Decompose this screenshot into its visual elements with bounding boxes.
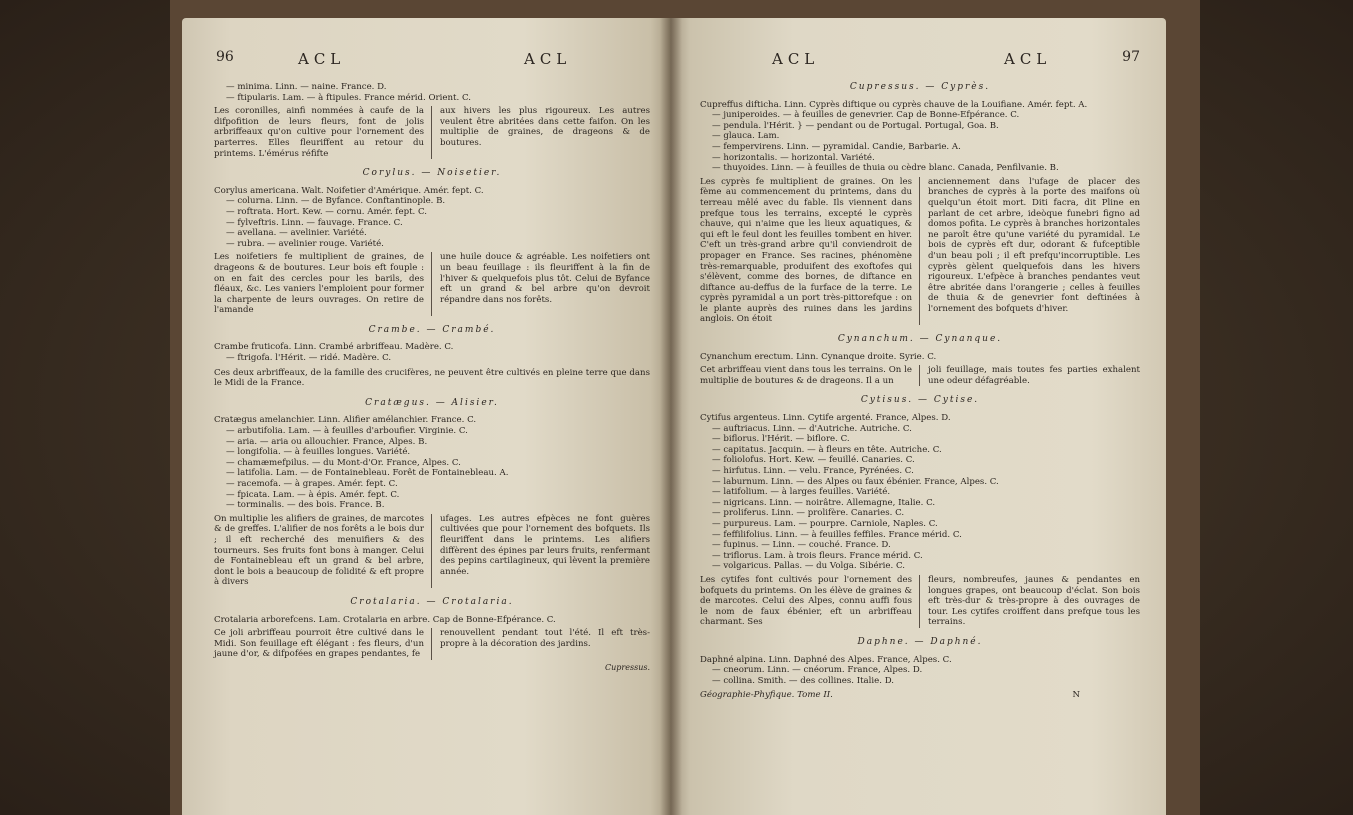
section-heading-crambe: Crambe. — Crambé. xyxy=(368,324,496,335)
right-page-number: 97 xyxy=(1122,49,1140,65)
entry-line: — longifolia. — à feuilles longues. Variété. xyxy=(226,447,411,458)
text-column: renouvellent pendant tout l'été. Il eft très-propre à la décoration des jardins. xyxy=(440,628,650,649)
text-column: Les coronilles, ainfi nommées à caufe de la difpofition de leurs fleurs, font de jolis arbriffeaux qu'on cultive pour l'ornement des parterres. Elles fleuriffent au retour du printems. L'émérus réfifte xyxy=(214,106,432,159)
entry-line: — colurna. Linn. — de Byfance. Conftantinople. B. xyxy=(226,196,446,207)
text-column: anciennement dans l'ufage de placer des branches de cyprès à la porte des maifons où quelqu'un étoit mort. Diti facra, dit Pline en parlant de cet arbre, ideòque funebri figno ad domos pofita. Le cyprès à branches horizontales ne paroît être qu'une variété du pyramidal. Le bois de cyprès eft dur, odorant & fufceptible d'un beau poli ; il eft prefqu'incorruptible. Les cyprès gèlent quelquefois dans les hivers rigoureux. L'efpèce à branches pendantes veut être abritée dans l'orangerie ; celles à feuilles de thuia & de genevrier font deftinées à l'ornement des bofquets d'hiver. xyxy=(928,176,1140,314)
crotalaria-entries xyxy=(214,615,650,626)
entry-line: — pendula. l'Hérit. } — pendant ou de Portugal. Portugal, Goa. B. xyxy=(712,120,999,131)
corylus-entries xyxy=(214,186,650,250)
text-column: Ce joli arbriffeau pourroit être cultivé dans le Midi. Son feuillage eft élégant : fes fleurs, d'un jaune d'or, & difpofées en grapes pendantes, fe xyxy=(214,628,432,660)
entry-line: — proliferus. Linn. — prolifère. Canaries. C. xyxy=(712,508,905,519)
cynanchum-text xyxy=(700,365,1140,386)
entry-line: — fempervirens. Linn. — pyramidal. Candie, Barbarie. A. xyxy=(712,141,961,152)
section-heading-daphne: Daphne. — Daphné. xyxy=(857,636,983,647)
text-column: Les noifetiers fe multiplient de graines, de drageons & de boutures. Leur bois eft fouple : on en fait des cercles pour les barils, des fléaux, &c. Les vaniers l'emploient pour former la charpente de leurs ouvrages. On retire de l'amande xyxy=(214,252,432,316)
entry-line: — laburnum. Linn. — des Alpes ou faux ébénier. France, Alpes. C. xyxy=(712,476,999,487)
crotalaria-text xyxy=(214,628,650,660)
left-page-number: 96 xyxy=(216,49,234,65)
text-column: Cet arbriffeau vient dans tous les terrains. On le multiplie de boutures & de drageons. Il a un xyxy=(700,365,920,386)
entry-line: Crambe fruticofa. Linn. Crambé arbriffeau. Madère. C. xyxy=(214,342,454,353)
entry-line: — roftrata. Hort. Kew. — cornu. Amér. fept. C. xyxy=(226,206,427,217)
entry-line: Crotalaria arborefcens. Lam. Crotalaria en arbre. Cap de Bonne-Efpérance. C. xyxy=(214,614,556,625)
entry-line: — torminalis. — des bois. France. B. xyxy=(226,500,385,511)
text-column: joli feuillage, mais toutes fes parties exhalent une odeur défagréable. xyxy=(928,365,1140,386)
daphne-entries xyxy=(700,655,1140,687)
right-running-header xyxy=(700,49,1140,82)
entry-line: — thuyoides. Linn. — à feuilles de thuia ou cèdre blanc. Canada, Penfilvanie. B. xyxy=(712,163,1059,174)
catchword: Cupressus. xyxy=(605,662,650,672)
footer-title: Géographie-Phyfique. Tome II. xyxy=(700,690,833,701)
entry-line: — latifolia. Lam. — de Fontainebleau. Forêt de Fontainebleau. A. xyxy=(226,468,509,479)
crambe-entries xyxy=(214,342,650,363)
section-heading-crataegus: Cratægus. — Alisier. xyxy=(365,397,499,408)
text-column: fleurs, nombreufes, jaunes & pendantes en longues grapes, ont beaucoup d'éclat. Son bois eft très-dur & très-propre à des ouvrages de tour. Les cytifes croiffent dans prefque tous les terrains. xyxy=(928,574,1140,628)
entry-line: — fpicata. Lam. — à épis. Amér. fept. C. xyxy=(226,489,400,500)
entry-line: — foliolofus. Hort. Kew. — feuillé. Canaries. C. xyxy=(712,455,915,466)
entry-line: — racemofa. — à grapes. Amér. fept. C. xyxy=(226,479,398,489)
crataegus-text xyxy=(214,514,650,588)
section-heading-cytisus: Cytisus. — Cytise. xyxy=(860,395,980,406)
section-heading-cynanchum: Cynanchum. — Cynanque. xyxy=(837,334,1003,345)
entry-line: — cneorum. Linn. — cnéorum. France, Alpes. D. xyxy=(712,665,923,676)
coronille-text xyxy=(214,106,650,159)
book-gutter xyxy=(660,18,682,815)
entry-line: — biflorus. l'Hérit. — biflore. C. xyxy=(712,434,850,445)
text-column: Les cyprès fe multiplient de graines. On les fème au commencement du printems, dans du terreau mêlé avec du fable. Ils viennent dans prefque tous les terrains, excepté le cyprès chauve, qui n'aime que les lieux aquatiques, & qui eft le feul dont les feuilles tombent en hiver. C'eft un très-grand arbre qu'il conviendroit de propager en France. Ses racines, phénomène très-remarquable, produifent des exoftofes qui s'élèvent, comme des bornes, de diftance en diftance au-deffus de la furface de la terre. Le cyprès pyramidal a un port très-pittorefque : on le plante auprès des ruines dans les jardins anglois. On étoit xyxy=(700,177,920,325)
entry-line: — feffilifolius. Linn. — à feuilles feffiles. France mérid. C. xyxy=(712,529,962,540)
right-page xyxy=(670,18,1166,815)
section-heading-cupressus: Cupressus. — Cyprès. xyxy=(849,82,991,92)
text-column: ufages. Les autres efpèces ne font guères cultivées que pour l'ornement des bofquets. Ils fleuriffent dans le printems. Les alifiers diffèrent des épines par leurs fruits, renfermant des pepins cartilagineux, qui lèvent la première année. xyxy=(440,513,650,577)
entry-line: — capitatus. Jacquin. — à fleurs en tête. Autriche. C. xyxy=(712,444,942,455)
entry-line: — collina. Smith. — des collines. Italie. D. xyxy=(712,675,895,686)
cupressus-text xyxy=(700,177,1140,325)
entry-line: — ftrigofa. l'Hérit. — ridé. Madère. C. xyxy=(226,353,392,364)
signature-mark: N xyxy=(1072,690,1080,701)
entry-line: Corylus americana. Walt. Noifetier d'Amérique. Amér. fept. C. xyxy=(214,185,484,196)
corylus-text xyxy=(214,252,650,316)
cytisus-entries xyxy=(700,413,1140,572)
entry-line: — auftriacus. Linn. — d'Autriche. Autriche. C. xyxy=(712,423,912,434)
entry-line: Cynanchum erectum. Linn. Cynanque droite. Syrie. C. xyxy=(700,351,937,362)
entry-line: — avellana. — avelinier. Variété. xyxy=(226,228,367,239)
text-column: une huile douce & agréable. Les noifetiers ont un beau feuillage : ils fleuriffent à la fin de l'hiver & quelquefois plus tôt. Celui de Byfance eft un grand & bel arbre qu'on devroit répandre dans nos forêts. xyxy=(440,252,650,305)
cytisus-text xyxy=(700,575,1140,628)
left-running-header xyxy=(214,49,650,82)
cupressus-entries xyxy=(700,100,1140,174)
section-heading-corylus: Corylus. — Noisetier. xyxy=(362,168,502,179)
text-column: Les cytifes font cultivés pour l'ornement des bofquets du printems. On les élève de graines & de marcotes. Celui des Alpes, connu auffi fous le nom de faux ébénier, eft un arbriffeau charmant. Ses xyxy=(700,575,920,628)
text-column: On multiplie les alifiers de graines, de marcotes & de greffes. L'alifier de nos forêts a le bois dur ; il eft recherché des menuifiers & des tourneurs. Ses fruits font bons à manger. Celui de Fontainebleau eft un grand & bel arbre, dont le bois a beaucoup de folidité & eft propre à divers xyxy=(214,514,432,588)
entry-line: — juniperoides. — à feuilles de genevrier. Cap de Bonne-Efpérance. C. xyxy=(712,110,1020,121)
entry-line: — glauca. Lam. xyxy=(712,131,780,142)
left-page xyxy=(182,18,670,815)
entry-line: — latifolium. — à larges feuilles. Variété. xyxy=(712,487,891,498)
left-running-head-1: ACL xyxy=(298,50,346,68)
section-heading-crotalaria: Crotalaria. — Crotalaria. xyxy=(350,596,514,607)
entry-line: Daphné alpina. Linn. Daphné des Alpes. France, Alpes. C. xyxy=(700,654,952,665)
entry-line: Cratægus amelanchier. Linn. Alifier amélanchier. France. C. xyxy=(214,415,477,426)
page-footer xyxy=(700,690,1140,701)
entry-line: — rubra. — avelinier rouge. Variété. xyxy=(226,238,384,249)
entry-line: — hirfutus. Linn. — velu. France, Pyrénées. C. xyxy=(712,466,914,476)
left-running-head-2: ACL xyxy=(524,50,572,68)
entry-line: — aria. — aria ou allouchier. France, Alpes. B. xyxy=(226,436,428,447)
text-column: aux hivers les plus rigoureux. Les autres veulent être abritées dans cette faifon. On les multiplie de graines, de drageons & de boutures. xyxy=(440,106,650,148)
entry-line: — fupinus. — Linn. — couché. France. D. xyxy=(712,540,891,551)
entry-line: — purpureus. Lam. — pourpre. Carniole, Naples. C. xyxy=(712,518,938,529)
entry-line: — arbutifolia. Lam. — à feuilles d'arboufier. Virginie. C. xyxy=(226,426,468,437)
entry-line: — ftipularis. Lam. — à ftipules. France mérid. Orient. C. xyxy=(226,92,471,103)
entry-line: Cupreffus difticha. Linn. Cyprès diftique ou cyprès chauve de la Louifiane. Amér. fept. A. xyxy=(700,99,1088,110)
entry-line: — horizontalis. — horizontal. Variété. xyxy=(712,152,875,163)
entry-line: — minima. Linn. — naine. France. D. xyxy=(226,82,387,92)
entry-line: — chamæmefpilus. — du Mont-d'Or. France, Alpes. C. xyxy=(226,457,461,468)
entry-line: — triflorus. Lam. à trois fleurs. France mérid. C. xyxy=(712,550,923,561)
right-running-head-2: ACL xyxy=(1004,50,1052,68)
entry-line: — nigricans. Linn. — noirâtre. Allemagne, Italie. C. xyxy=(712,497,936,508)
entry-line: Cytifus argenteus. Linn. Cytife argenté. France, Alpes. D. xyxy=(700,413,951,424)
right-running-head-1: ACL xyxy=(772,50,820,68)
entry-line: — fylveftris. Linn. — fauvage. France. C. xyxy=(226,217,403,228)
cynanchum-entries xyxy=(700,352,1140,363)
crambe-text: Ces deux arbriffeaux, de la famille des crucifères, ne peuvent être cultivés en pleine terre que dans le Midi de la France. xyxy=(214,367,650,389)
entry-line: — volgaricus. Pallas. — du Volga. Sibérie. C. xyxy=(712,561,905,572)
crataegus-entries xyxy=(214,415,650,510)
lead-entries xyxy=(214,82,650,103)
